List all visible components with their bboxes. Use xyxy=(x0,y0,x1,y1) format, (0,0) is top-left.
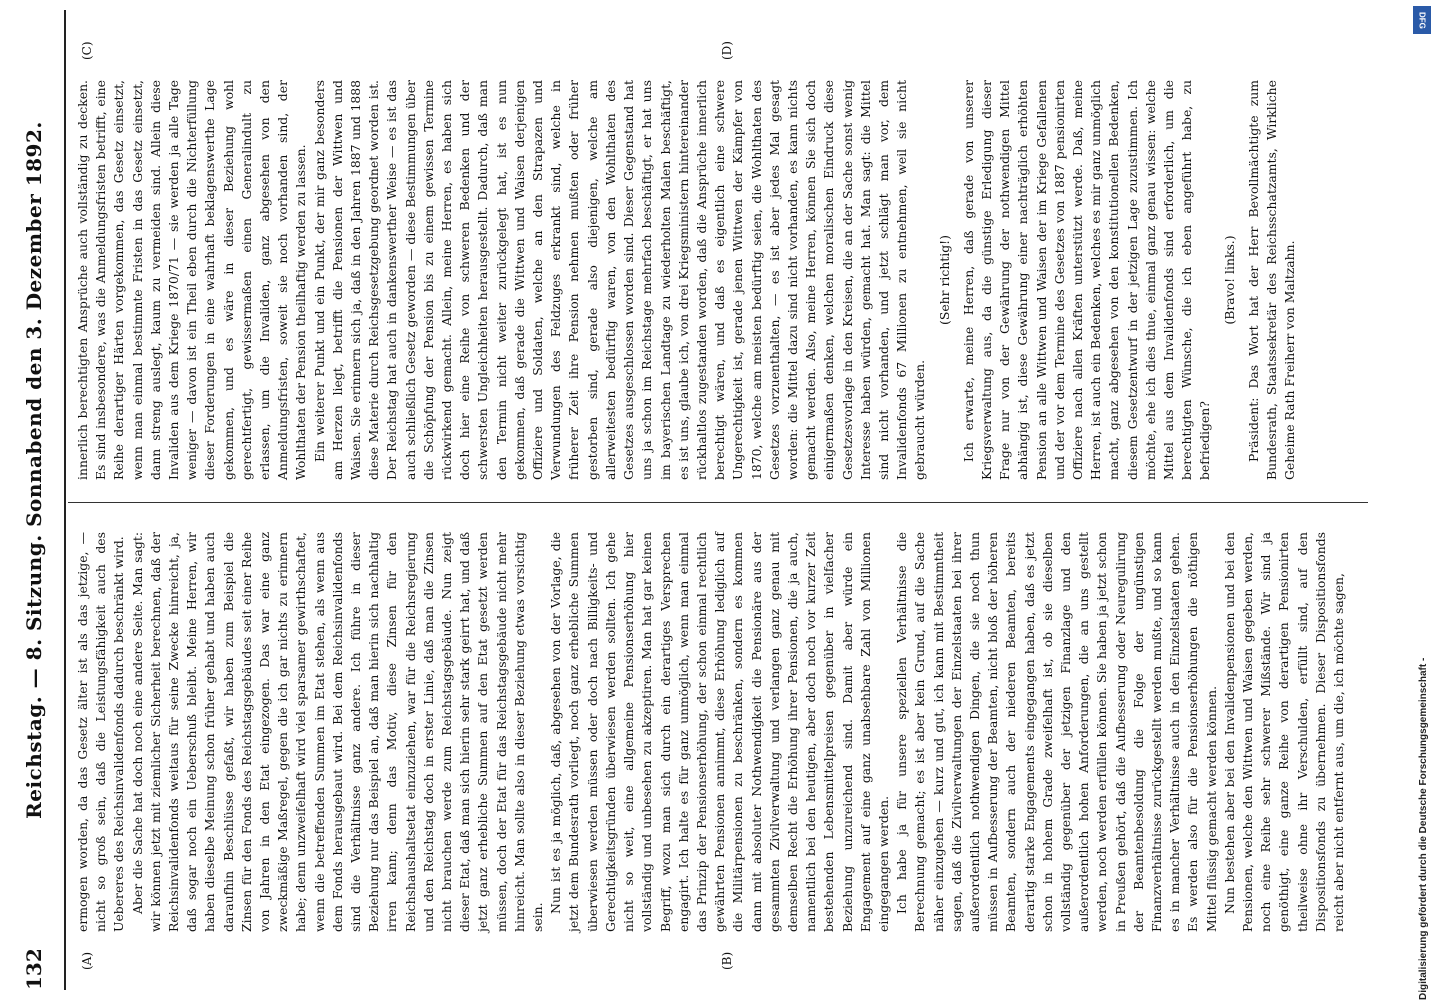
paragraph-president: Präsident: Das Wort hat der Herr Bevollmächtigte zum Bundesrath, Staatssekretär des Reichsschatzamts, Wirkliche Geheime Rath Freiherr von Maltzahn. xyxy=(1245,80,1298,480)
digitization-credit: Digitalisierung gefördert durch die Deutsche Forschungsgemeinschaft - xyxy=(1418,657,1429,1000)
paragraph: Nun ist es ja möglich, daß, abgesehen von der Vorlage, die jetzt dem Bundesrath vorliegt, noch ganz erhebliche Summen überwiesen werden müssen oder doch nach Billigkeits- und Gerechtigkeitsgründen überwiesen werden sollten. Ich gehe nicht so weit, eine allgemeine Pensionserhöhung hier vollständig und unbesehen zu akzeptiren. Man hat gar keinen Begriff, wozu man sich durch ein derartiges Versprechen engagirt. Ich halte es für ganz unmöglich, wenn man einmal das Prinzip der Pensionserhöhung, der schon einmal rechtlich gewährten Pensionen annimmt, diese Erhöhung lediglich auf die Militärpensionen zu beschränken, sondern es kommen dann mit absoluter Nothwendigkeit die Pensionäre aus der gesammten Zivilverwaltung und verlangen ganz genau mit demselben Recht die Erhöhung ihrer Pensionen, die ja auch, namentlich bei den heutigen, aber doch noch vor kurzer Zeit bestehenden Lebensmittelpreisen gegenüber in vielfacher Beziehung unzureichend sind. Damit aber würde ein Engagement auf eine ganz unabsehbare Zahl von Millionen eingegangen werden. xyxy=(548,532,891,932)
paragraph: innerlich berechtigten Ansprüche auch vollständig zu decken. Es sind insbesondere, was die Anmeldungsfristen betrifft, eine Reihe derartiger Härten vorgekommen, das Gesetz einsetzt, wenn man einmal bestimmte Fristen in das Gesetz einsetzt, dann streng auslegt, kaum zu vermeiden sind. Allein diese Invaliden aus dem Kriege 1870/71 — sie werden ja alle Tage weniger — davon ist ein Theil eben durch die Nichterfüllung dieser Forderungen in eine wahrhaft beklagenswerthe Lage gekommen, und es wäre in dieser Beziehung wohl gerechtfertigt, gewissermaßen einen Generalindult zu erlassen, um die Invaliden, ganz abgesehen von den Anmeldungsfristen, soweit sie noch vorhanden sind, der Wohlthaten der Pension theilhaftig werden zu lassen. xyxy=(75,80,309,480)
paragraph: Nun bestehen aber bei den Invalidenpensionen und bei den Pensionen, welche den Wittwen und Waisen gegeben werden, noch eine Reihe sehr schwerer Mißstände. Wir sind ja genöthigt, eine ganze Reihe von derartigen Pensionirten theilweise ohne ihr Verschulden, erfüllt sind, auf den Dispositionsfonds zu übernehmen. Dieser Dispositionsfonds reicht aber nicht entfernt aus, um die, ich möchte sagen, xyxy=(1221,532,1347,932)
text-column-left xyxy=(74,532,1347,932)
paragraph: Ich erwarte, meine Herren, daß gerade von unserer Kriegsverwaltung aus, da die günstige Erledigung dieser Frage nur von der Gewährung der nothwendigen Mittel abhängig ist, diese Gewährung einer nachträglich erhöhten Pension an alle Wittwen und Waisen der im Kriege Gefallenen und der vor dem Termine des Gesetzes von 1887 pensionirten Offiziere nach allen Kräften unterstützt werde. Daß, meine Herren, ist auch ein Bedenken, welches es mir ganz unmöglich macht, ganz abgesehen von den konstitutionellen Bedenken, diesem Gesetzentwurf in der jetzigen Lage zuzustimmen. Ich möchte, ehe ich dies thue, einmal ganz genau wissen: welche Mittel aus dem Invalidenfonds sind erforderlich, um die berechtigten Wünsche, die ich eben angeführt habe, zu befriedigen? xyxy=(960,80,1213,480)
paragraph: Ich habe ja für unsere speziellen Verhältnisse die Berechnung gemacht; es ist aber kein Grund, auf die Sache näher einzugehen — kurz und gut, ich kann mit Bestimmtheit sagen, daß die Zivilverwaltungen der Einzelstaaten bei ihrer außerordentlich nothwendigen Dingen, die sie noch thun müssen in Aufbesserung der Beamten, nicht bloß der höheren Beamten, sondern auch der niederen Beamten, bereits derartig starke Engagements eingegangen haben, daß es jetzt schon in hohem Grade zweifelhaft ist, ob sie dieselben vollständig gegenüber der jetzigen Finanzlage und den außerordentlich hohen Anforderungen, die an uns gestellt werden, noch werden erfüllen können. Sie haben ja jetzt schon in Preußen gehört, daß die Aufbesserung oder Neuregulirung der Beamtenbesoldung die Folge der ungünstigen Finanzverhältnisse zurückgestellt werden mußte, und so kann es in mancher Verhältnisse auch in den Einzelstaaten gehen. Es werden also für die Pensionserhöhungen die nöthigen Mittel flüssig gemacht werden können. xyxy=(894,532,1219,932)
paragraph: Ein weiterer Punkt und ein Punkt, der mir ganz besonders am Herzen liegt, betrifft die Pensionen der Wittwen und Waisen. Sie erinnern sich ja, daß in den Jahren 1887 und 1888 diese Materie durch Reichsgesetzgebung geordnet worden ist. Der Reichstag hat auch in dankenswerther Weise — es ist das auch schließlich Gesetz geworden — diese Bestimmungen über die Schöpfung der Pension bis zu einem gewissen Termine rückwirkend gemacht. Allein, meine Herren, es haben sich doch hier eine Reihe von schweren Bedenken und der schwersten Ungleichheiten herausgestellt. Dadurch, daß man den Termin nicht weiter zurückgelegt hat, ist es nun gekommen, daß gerade die Wittwen und Waisen derjenigen Offiziere und Soldaten, welche an den Strapazen und Verwundungen des Feldzuges erkrankt sind, welche in früherer Zeit ihre Pension nehmen mußten oder früher gestorben sind, gerade also diejenigen, welche am allerweitesten bedürftig waren, von den Wohlthaten des Gesetzes ausgeschlossen worden sind. Dieser Gegenstand hat uns ja schon im Reichstage mehrfach beschäftigt, er hat uns im bayerischen Landtage zu wiederholten Malen beschäftigt, es ist uns, glaube ich, von drei Kriegsministern hintereinander rückhaltlos zugestanden worden, daß die Ansprüche innerlich berechtigt wären, und daß es eigentlich eine schwere Ungerechtigkeit ist, gerade jenen Wittwen der Kämpfer von 1870, welche am meisten bedürftig seien, die Wohlthaten des Gesetzes vorzuenthalten, — es ist aber jedes Mal gesagt worden: die Mittel dazu sind nicht vorhanden, es kann nichts gemacht werden. Also, meine Herren, können Sie sich doch einigermaßen denken, welchen moralischen Eindruck diese Gesetzesvorlage in den Kreisen, die an der Sache sonst wenig Interesse haben würden, gemacht hat. Man sagt: die Mittel sind nicht vorhanden, und jetzt schlägt man vor, dem Invalidenfonds 67 Millionen zu entnehmen, weil sie nicht gebraucht würden. xyxy=(311,80,928,480)
paragraph: ermogen worden, da das Gesetz älter ist als das jetzige, — nicht so groß sein, daß die Leistungsfähigkeit auch des Uebereres des Reichsinvalidenfonds dadurch beschränkt wird. xyxy=(75,532,127,932)
margin-marker-d: (D) xyxy=(720,41,734,60)
column-divider xyxy=(68,502,1368,503)
interjection: (Sehr richtig!) xyxy=(936,235,952,325)
page-title: Reichstag. — 8. Sitzung. Sonnabend den 3. Dezember 1892. xyxy=(22,121,46,819)
dfg-logo: DFG xyxy=(1413,6,1431,34)
page-header xyxy=(8,10,60,990)
text-column-right xyxy=(74,80,1298,480)
paragraph: Aber die Sache hat doch noch eine andere Seite. Man sagt: wir können jetzt mit ziemlicher Sicherheit berechnen, daß der Reichsinvalidenfonds weitaus für seine Zwecke hinreicht, ja, daß sogar noch ein Ueberschuß bleibt. Meine Herren, wir haben dieselbe Meinung schon früher gehabt und haben auch daraufhin Beschlüsse gefaßt, wir haben zum Beispiel die Zinsen für den Fonds des Reichstagsgebäudes seit einer Reihe von Jahren in den Etat eingezogen. Das war eine ganz zweckmäßige Maßregel, gegen die ich gar nichts zu erinnern habe; denn unzweifelhaft wird viel sparsamer gewirthschaftet, wenn die betreffenden Summen im Etat stehen, als wenn aus dem Fonds herausgebaut wird. Bei dem Reichsinvalidenfonds sind die Verhältnisse ganz andere. Ich führe in dieser Beziehung nur das Beispiel an, daß man hierin sich nachhaltig irren kann; denn das Motiv, diese Zinsen für den Reichshaushaltsetat einzuziehen, war für die Reichsregierung und den Reichstag doch in erster Linie, daß man die Zinsen nicht brauchen werde zum Reichstagsgebäude. Nun zeigt dieser Etat, daß man sich hierin sehr stark geirrt hat, und daß jetzt ganz erhebliche Summen auf den Etat gesetzt werden müssen, doch der Etat für das Reichstagsgebäude nicht mehr hinreicht. Man sollte also in dieser Beziehung etwas vorsichtig sein. xyxy=(129,532,546,932)
margin-marker-a: (A) xyxy=(80,951,94,970)
margin-marker-b: (B) xyxy=(720,951,734,970)
margin-marker-c: (C) xyxy=(80,41,94,60)
header-rule xyxy=(64,10,66,990)
interjection: (Bravo! links.) xyxy=(1221,235,1237,325)
page-number: 132 xyxy=(22,948,46,990)
